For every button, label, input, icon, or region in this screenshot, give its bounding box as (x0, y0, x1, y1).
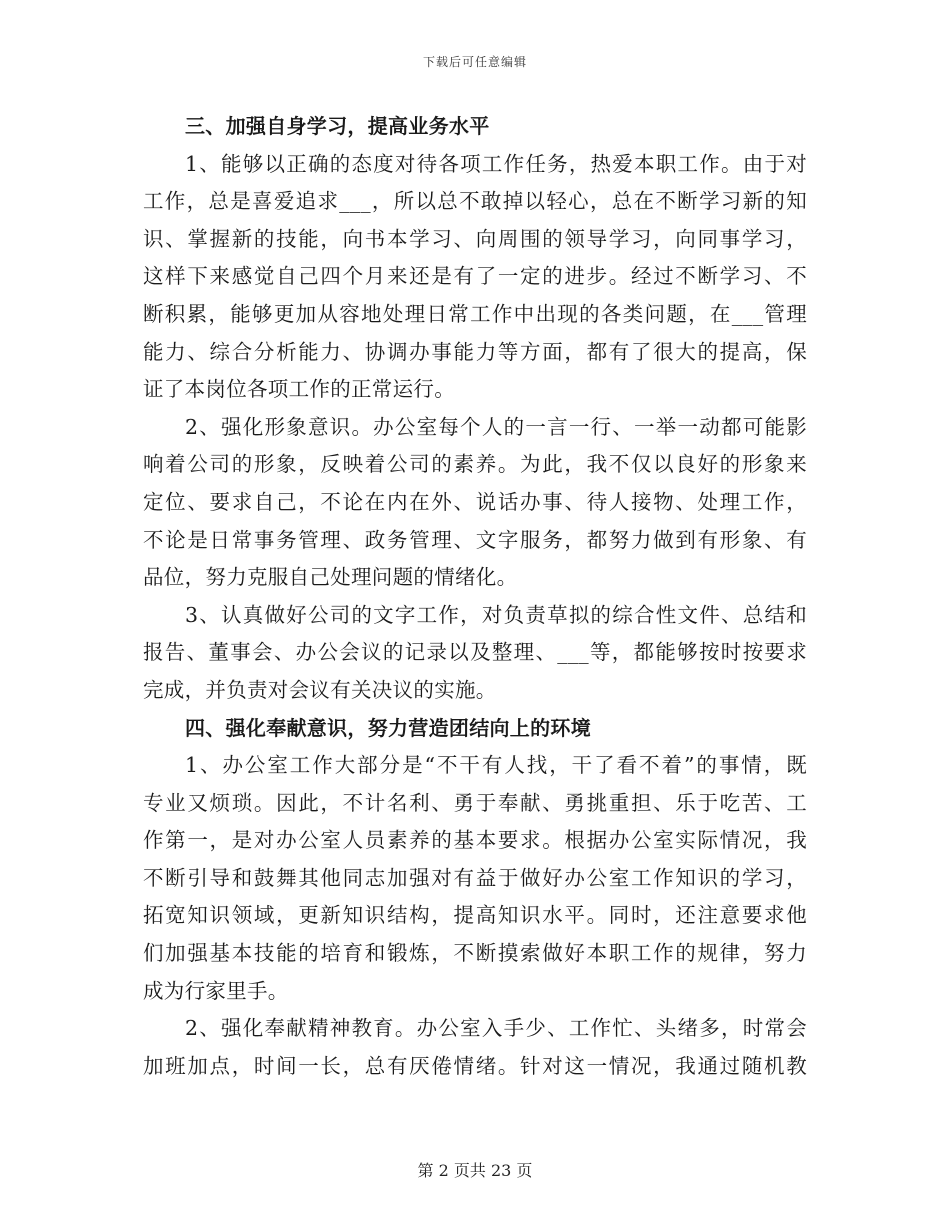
paragraph-line: 3、认真做好公司的文字工作，对负责草拟的综合性文件、总结和 (185, 602, 807, 627)
paragraph-line: 作第一，是对办公室人员素养的基本要求。根据办公室实际情况，我 (143, 828, 807, 853)
paragraph-line: 成为行家里手。 (143, 978, 289, 1003)
paragraph-line: 专业又烦琐。因此，不计名利、勇于奉献、勇挑重担、乐于吃苦、工 (143, 790, 807, 815)
paragraph-line: 识、掌握新的技能，向书本学习、向周围的领导学习，向同事学习， (143, 226, 807, 251)
paragraph-line: 1、能够以正确的态度对待各项工作任务，热爱本职工作。由于对 (185, 151, 807, 176)
paragraph-line: 品位，努力克服自己处理问题的情绪化。 (143, 565, 518, 590)
paragraph-line: 拓宽知识领域，更新知识结构，提高知识水平。同时，还注意要求他 (143, 903, 807, 928)
paragraph-line: 工作，总是喜爱追求___，所以总不敢掉以轻心，总在不断学习新的知 (143, 189, 807, 214)
paragraph-line: 2、强化奉献精神教育。办公室入手少、工作忙、头绪多，时常会 (185, 1016, 807, 1041)
document-body (143, 108, 807, 1085)
paragraph-line: 定位、要求自己，不论在内在外、说话办事、待人接物、处理工作， (143, 489, 807, 514)
paragraph-line: 这样下来感觉自己四个月来还是有了一定的进步。经过不断学习、不 (143, 264, 807, 289)
page-number: 第 2 页共 23 页 (417, 1161, 533, 1180)
paragraph-line: 不论是日常事务管理、政务管理、文字服务，都努力做到有形象、有 (143, 527, 807, 552)
section-heading-4: 四、强化奉献意识，努力营造团结向上的环境 (185, 715, 591, 740)
page-header-note: 下载后可任意编辑 (422, 55, 527, 69)
paragraph-line: 完成，并负责对会议有关决议的实施。 (143, 677, 497, 702)
paragraph-line: 报告、董事会、办公会议的记录以及整理、___等，都能够按时按要求 (143, 640, 807, 665)
section-heading-3: 三、加强自身学习，提高业务水平 (185, 114, 490, 138)
paragraph-line: 加班加点，时间一长，总有厌倦情绪。针对这一情况，我通过随机教 (143, 1053, 807, 1078)
paragraph-line: 不断引导和鼓舞其他同志加强对有益于做好办公室工作知识的学习， (143, 865, 807, 890)
paragraph-line: 证了本岗位各项工作的正常运行。 (143, 377, 455, 402)
paragraph-line: 能力、综合分析能力、协调办事能力等方面，都有了很大的提高，保 (143, 339, 807, 364)
paragraph-line: 2、强化形象意识。办公室每个人的一言一行、一举一动都可能影 (185, 414, 807, 439)
paragraph-line: 1、办公室工作大部分是“不干有人找，干了看不着”的事情，既 (185, 753, 807, 778)
paragraph-line: 们加强基本技能的培育和锻炼，不断摸索做好本职工作的规律，努力 (143, 941, 807, 966)
paragraph-line: 断积累，能够更加从容地处理日常工作中出现的各类问题，在___管理 (143, 301, 807, 326)
paragraph-line: 响着公司的形象，反映着公司的素养。为此，我不仅以良好的形象来 (143, 452, 807, 477)
